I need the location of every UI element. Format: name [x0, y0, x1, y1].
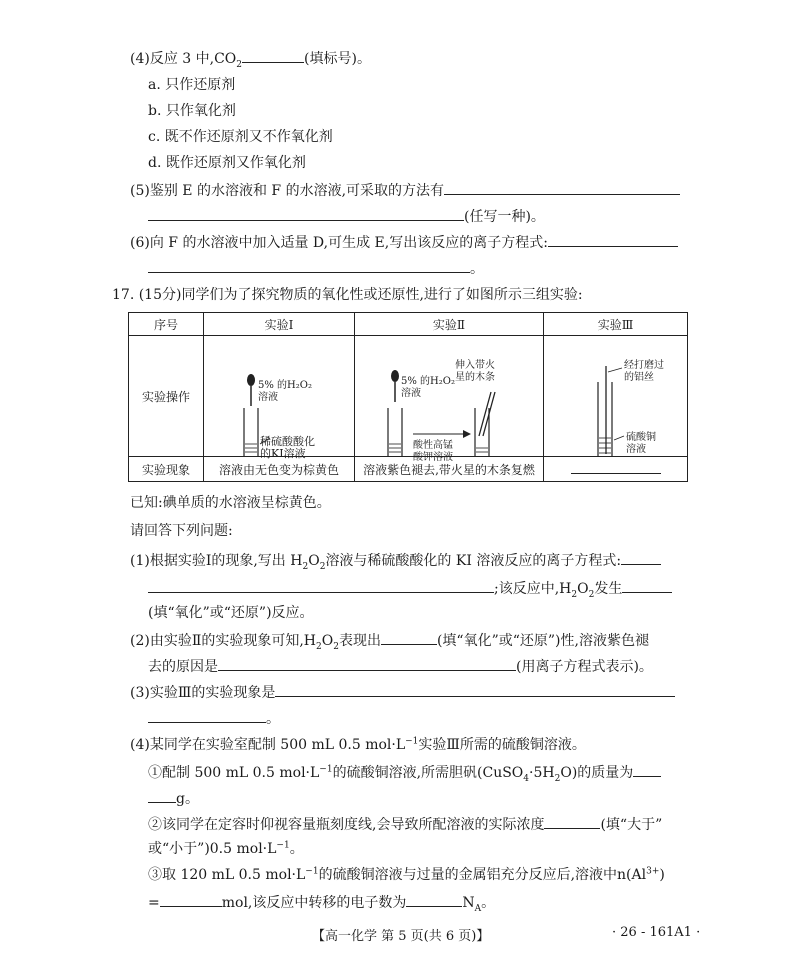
- q17-stem: 17. (15分)同学们为了探究物质的氧化性或还原性,进行了如图所示三组实验:: [112, 287, 583, 303]
- header-index: 序号: [129, 313, 204, 336]
- q17-part1: (1)根据实验Ⅰ的现象,写出 $H_2O_2$溶液与稀硫酸酸化的 KI 溶液反应的离子方程式:: [130, 550, 661, 570]
- header-exp2: 实验Ⅱ: [355, 313, 544, 336]
- experiment-table: [128, 312, 688, 482]
- header-exp3: 实验Ⅲ: [544, 313, 688, 336]
- q17-part4: (4)某同学在实验室配制 500 mL 0.5 $mol\cdot L^{-1}$实验Ⅲ所需的硫酸铜溶液。: [130, 736, 586, 753]
- option-a: a. 只作还原剂: [148, 77, 236, 93]
- exp1-figure: 5% 的H₂O₂ 溶液 稀硫酸酸化 的KI溶液: [204, 336, 355, 457]
- q16-part4: (4)反应 3 中$,CO_2$ (填标号)。: [130, 48, 371, 68]
- option-c: c. 既不作还原剂又不作氧化剂: [148, 129, 333, 145]
- q16-part6-tail: 。: [148, 258, 484, 278]
- q17-part4-3: ③取 120 mL 0.5 $mol\cdot L^{-1}$的硫酸铜溶液与过量的金属铝充分反应后,溶液中$n(Al^{3+})$: [148, 866, 665, 883]
- q16-part5-tail: (任写一种)。: [148, 206, 545, 226]
- q17-part4-2-line2: 或“小于”)0.5 $mol\cdot L^{-1}$。: [148, 840, 304, 857]
- row-label-phenomenon: 实验现象: [129, 457, 204, 482]
- q17-part4-1: ①配制 500 mL 0.5 $mol\cdot L^{-1}$的硫酸铜溶液,所需胆矾$(CuSO_4\cdot 5H_2O)$的质量为: [148, 762, 661, 782]
- q16-part5: (5)鉴别 E 的水溶液和 F 的水溶液,可采取的方法有: [130, 180, 680, 200]
- q17-part3-line2: 。: [148, 708, 280, 728]
- q17-part1-line2: ;该反应中$,H_2O_2$发生: [148, 578, 672, 598]
- q17-part4-2: ②该同学在定容时仰视容量瓶刻度线,会导致所配溶液的实际浓度 (填“大于”: [148, 814, 662, 834]
- option-b: b. 只作氧化剂: [148, 103, 236, 119]
- paper-code: · 26 - 161A1 ·: [612, 925, 701, 940]
- q17-part4-3-line2: = mol,该反应中转移的电子数为 $N_A$。: [148, 892, 495, 912]
- q16-part6: (6)向 F 的水溶液中加入适量 D,可生成 E,写出该反应的离子方程式:: [130, 232, 678, 252]
- exp2-figure: 5% 的H₂O₂ 溶液 伸入带火 星的木条 酸性高锰 酸钾溶液: [355, 336, 544, 457]
- exp3-apparatus: [544, 336, 692, 456]
- option-d: d. 既作还原剂又作氧化剂: [148, 155, 306, 171]
- exp2-phenomenon: 溶液紫色褪去,带火星的木条复燃: [355, 457, 544, 482]
- q17-part1-line3: (填“氧化”或“还原”)反应。: [148, 605, 314, 621]
- exp3-phenomenon-blank: [544, 457, 688, 482]
- header-exp1: 实验Ⅰ: [204, 313, 355, 336]
- q17-part3: (3)实验Ⅲ的实验现象是: [130, 682, 675, 702]
- exp1-phenomenon: 溶液由无色变为棕黄色: [204, 457, 355, 482]
- ask-line: 请回答下列问题:: [130, 523, 233, 539]
- page-footer: 【高一化学 第 5 页(共 6 页)】: [312, 929, 490, 944]
- q17-part2-line2: 去的原因是 (用离子方程式表示)。: [148, 656, 653, 676]
- known-note: 已知:碘单质的水溶液呈棕黄色。: [130, 495, 331, 511]
- exp3-figure: 经打磨过 的铝丝 硫酸铜 溶液: [544, 336, 688, 457]
- q17-part4-1-line2: g。: [148, 788, 199, 808]
- q17-part2: (2)由实验Ⅱ的实验现象可知$,H_2O_2$表现出 (填“氧化”或“还原”)性,溶液紫色褪: [130, 630, 649, 650]
- row-label-operation: 实验操作: [129, 336, 204, 457]
